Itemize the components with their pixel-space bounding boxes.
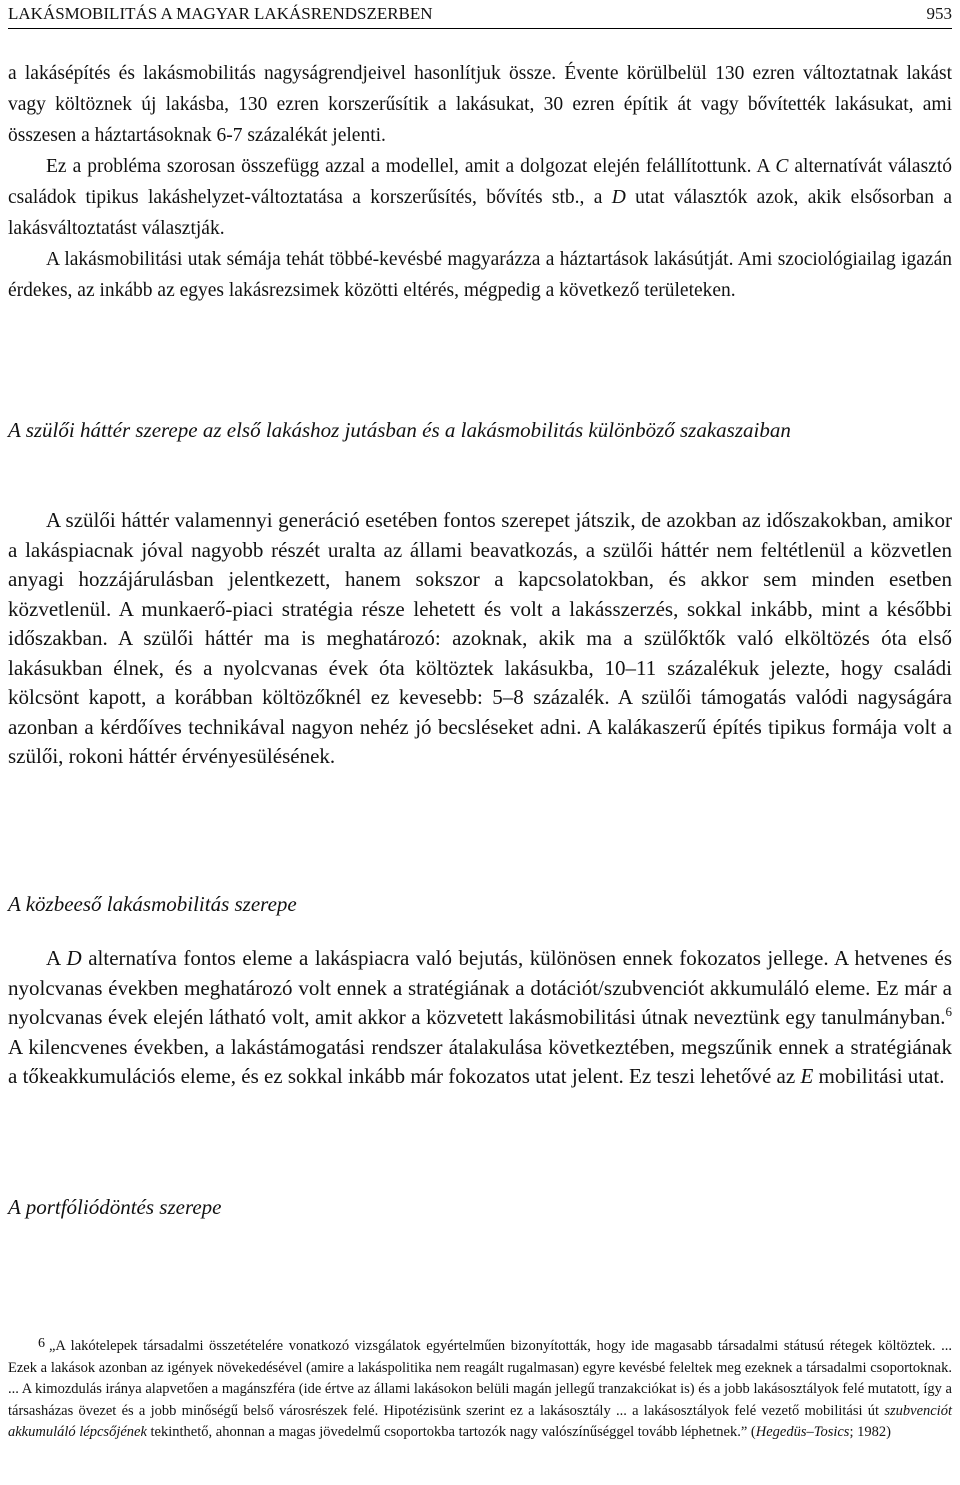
footnote-part1: „A lakótelepek társadalmi összetételére vonatkozó vizsgálatok egyértelműen bizonyították, hogy ide magasabb társadalmi státusú rétegek költöztek. ... Ezek a lakások azonban az igények növekedésével (amire a lakáspolitika nem reagált rugalmasan) egyre kevésbé feleltek meg ezeknek a társadalmi csoportoknak. ... A kimozdulás iránya alapvetően a magánszféra (ide értve az állami lakásokon belüli magán jellegű tranzakciókat is) és a jobb lakásosztályok felé mutatott, így a társasházas övezet és a jobb minőségű belső városrészek felé. Hipotézisünk szerint ez a lakásosztály ... a lakásosztályok felé vezető mobilitási út xyxy=(8,1338,952,1419)
footnote-number: 6 xyxy=(38,1336,45,1351)
running-title: LAKÁSMOBILITÁS A MAGYAR LAKÁSRENDSZERBEN xyxy=(8,4,433,23)
page-number: 953 xyxy=(926,4,952,23)
footnote-reference[interactable]: 6 xyxy=(945,1004,952,1019)
footnote-part2: tekinthető, ahonnan a magas jövedelmű csoportokba tartozók nagy valószínűséggel tovább léphetnek.” ( xyxy=(146,1424,756,1440)
paragraph-2-part3: utat választók azok, akik elsősorban a lakásváltoztatást választják. xyxy=(8,187,952,239)
section-heading-portfolio-decision: A portfóliódöntés szerepe xyxy=(8,1195,222,1219)
paragraph-5-part1: A xyxy=(46,946,67,970)
alternative-d-letter-2: D xyxy=(66,946,82,970)
paragraph-parental-background: A szülői háttér valamennyi generáció esetében fontos szerepet játszik, de azokban az időszakokban, amikor a lakáspiacnak jóval nagyobb részét uralta az állami beavatkozás, a szülői háttér nem feltétlenül a közvetlen anyagi hozzájárulásban jelentkezett, hanem sokszor a kapcsolatokban, és akkor sem minden esetben közvetlenül. A munkaerő-piaci stratégia része lehetett és volt a lakásszerzés, sokkal inkább, mint a későbbi időszakban. A szülői háttér ma is meghatározó: azoknak, akik ma a szülőktők való elköltözés óta első lakásukban élnek, és a nyolcvanas évek óta költöztek lakásukba, 10–11 százalékuk jelezte, hogy családi kölcsönt kapott, a korábban költözőknél ez kevesebb: 5–8 százalék. A szülői támogatás valódi nagyságára azonban a kérdőíves technikával nagyon nehéz jó becsléseket adni. A kalákaszerű építés tipikus formája volt a szülői, rokoni háttér érvényesülésének. xyxy=(8,508,952,768)
paragraph-1: a lakásépítés és lakásmobilitás nagyságrendjeivel hasonlítjuk össze. Évente körülbelül 130 ezren változtatnak lakást vagy költöznek új lakásba, 130 ezren korszerűsítik a lakásukat, 30 ezren építik át vagy bővítették lakásukat, ami összesen a háztartásoknak 6-7 százalékát jelenti. xyxy=(8,63,952,146)
paragraph-5-part4: mobilitási utat. xyxy=(813,1064,945,1088)
alternative-c-letter: C xyxy=(775,156,789,177)
footnote-italic-phrase: szubvenciót akkumuláló lépcsőjének xyxy=(8,1402,952,1440)
paragraph-3: A lakásmobilitási utak sémája tehát többé-kevésbé magyarázza a háztartások lakásútját. Ami szociológiailag igazán érdekes, az inkább az egyes lakásrezsimek közötti eltérés, mégpedig a következő területeken. xyxy=(8,249,952,301)
section-heading-parental-background: A szülői háttér szerepe az első lakáshoz jutásban és a lakásmobilitás különböző szakaszaiban xyxy=(8,418,791,442)
section-heading-intermediate-mobility: A közbeeső lakásmobilitás szerepe xyxy=(8,892,297,916)
alternative-d-letter: D xyxy=(611,187,626,208)
footnote-part3: ; 1982) xyxy=(849,1424,891,1440)
paragraph-5-part3: A kilencvenes években, a lakástámogatási rendszer átalakulása következtében, megszűnik ennek a stratégiának a tőkeakkumulációs eleme, és ez sokkal inkább már fokozatos utat jelent. Ez teszi lehetővé az xyxy=(8,1034,952,1088)
footnote xyxy=(8,1336,952,1444)
paragraph-2-part1: Ez a probléma szorosan összefügg azzal a modellel, amit a dolgozat elején felállítottunk. A xyxy=(46,156,776,177)
alternative-e-letter: E xyxy=(800,1064,814,1088)
paragraph-intermediate-mobility xyxy=(8,944,952,1092)
paragraph-2-part2: alternatívát választó családok tipikus lakáshelyzet-változtatása a korszerűsítés, bővítés stb., a xyxy=(8,156,952,208)
running-header xyxy=(8,2,952,29)
intro-paragraphs xyxy=(8,58,952,306)
paragraph-5-part2: alternatíva fontos eleme a lakáspiacra való bejutás, különösen ennek fokozatos jellege. A hetvenes és nyolcvanas években meghatározó volt ennek a stratégiának a dotációt/szubvenciót akkumuláló eleme. Ez már a nyolcvanas évek elején látható volt, amit akkor a közvetett lakásmobilitási útnak neveztünk egy tanulmányban. xyxy=(8,946,952,1029)
paragraph-2 xyxy=(8,151,952,244)
footnote-authors: Hegedüs–Tosics xyxy=(755,1424,850,1440)
